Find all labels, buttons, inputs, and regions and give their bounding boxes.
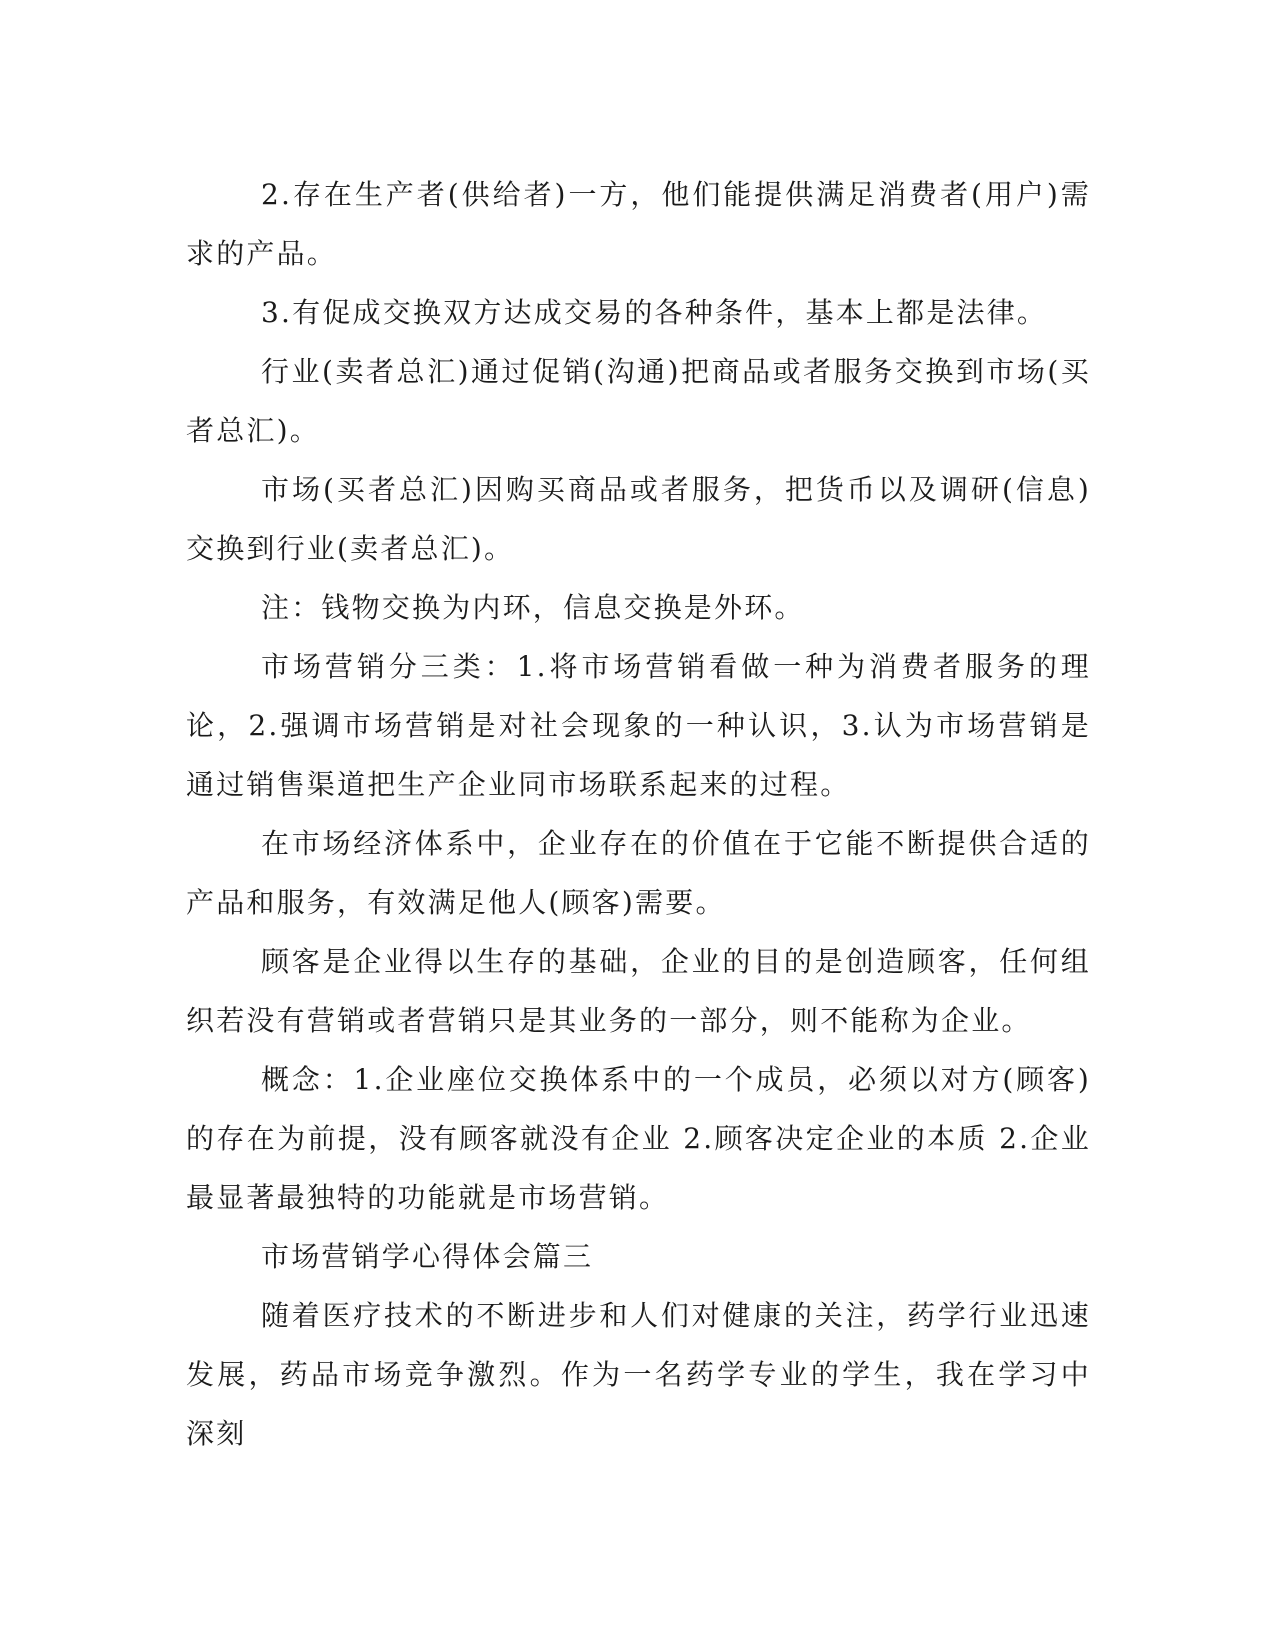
paragraph-enterprise-value: 在市场经济体系中，企业存在的价值在于它能不断提供合适的产品和服务，有效满足他人(顾客)需要。 xyxy=(186,827,1091,919)
paragraph-producer: 2.存在生产者(供给者)一方，他们能提供满足消费者(用户)需求的产品。 xyxy=(186,178,1091,270)
paragraph-concept: 概念：1.企业座位交换体系中的一个成员，必须以对方(顾客)的存在为前提，没有顾客就没有企业 2.顾客决定企业的本质 2.企业最显著最独特的功能就是市场营销。 xyxy=(186,1063,1091,1214)
document-body xyxy=(186,165,1091,1463)
section-heading: 市场营销学心得体会篇三 xyxy=(261,1240,594,1273)
paragraph-market-exchange: 市场(买者总汇)因购买商品或者服务，把货币以及调研(信息)交换到行业(卖者总汇)。 xyxy=(186,473,1091,565)
paragraph-customer-basis: 顾客是企业得以生存的基础，企业的目的是创造顾客，任何组织若没有营销或者营销只是其业务的一部分，则不能称为企业。 xyxy=(186,945,1091,1037)
paragraph-pharmacy-intro: 随着医疗技术的不断进步和人们对健康的关注，药学行业迅速发展，药品市场竞争激烈。作为一名药学专业的学生，我在学习中深刻 xyxy=(186,1299,1091,1450)
paragraph-marketing-types: 市场营销分三类：1.将市场营销看做一种为消费者服务的理论，2.强调市场营销是对社会现象的一种认识，3.认为市场营销是通过销售渠道把生产企业同市场联系起来的过程。 xyxy=(186,650,1091,801)
paragraph-note: 注：钱物交换为内环，信息交换是外环。 xyxy=(261,591,805,624)
paragraph-industry-exchange: 行业(卖者总汇)通过促销(沟通)把商品或者服务交换到市场(买者总汇)。 xyxy=(186,355,1091,447)
paragraph-trade-conditions: 3.有促成交换双方达成交易的各种条件，基本上都是法律。 xyxy=(261,296,1048,329)
